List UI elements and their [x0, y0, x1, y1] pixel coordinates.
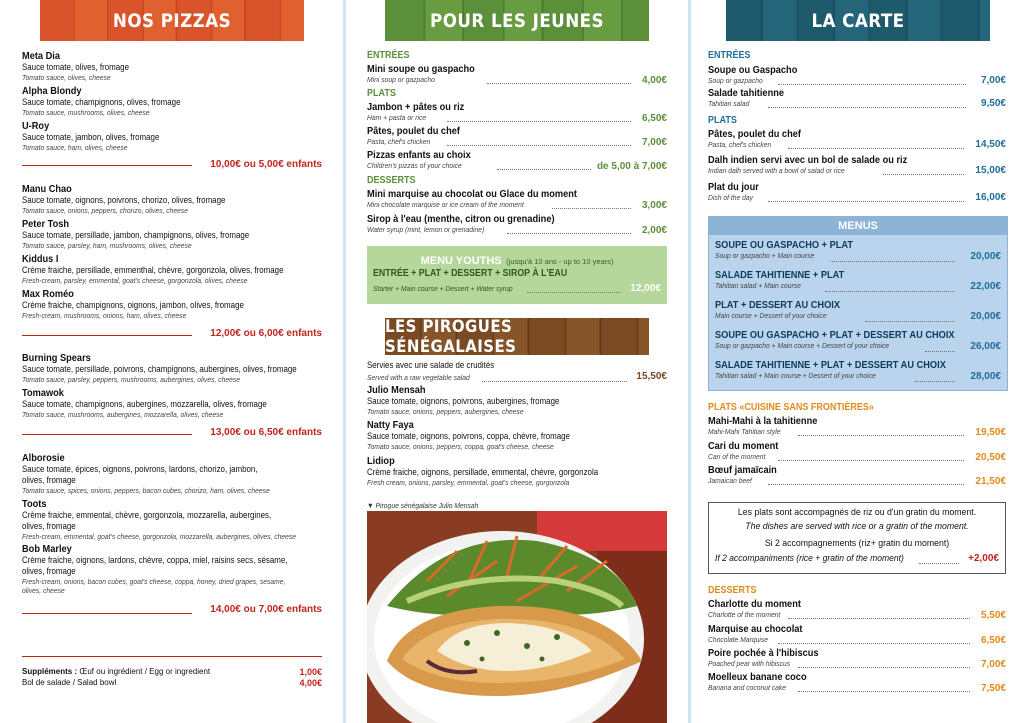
- pizza-item: [22, 253, 322, 285]
- formula-name: SOUPE OU GASPACHO + PLAT + DESSERT AU CHOIX: [715, 329, 955, 341]
- pirogue-intro-en: Served with a raw vegetable salad: [367, 373, 470, 382]
- item-name-en: Pasta, chef's chicken: [367, 137, 431, 146]
- desserts-list: [708, 585, 1006, 700]
- group-price: 10,00€ ou 5,00€ enfants: [210, 159, 322, 170]
- pizza-ingredients-en: Tomato sauce, mushrooms, aubergines, mozzarella, olives, cheese: [22, 410, 224, 419]
- price-rule: [22, 335, 192, 336]
- formula-name: SOUPE OU GASPACHO + PLAT: [715, 239, 854, 251]
- item-price: 19,50€: [975, 427, 1006, 438]
- item-name: Mini soupe ou gaspacho: [367, 63, 475, 75]
- pizza-ingredients-en: Tomato sauce, olives, cheese: [22, 73, 111, 82]
- item-name: Poire pochée à l'hibiscus: [708, 647, 819, 659]
- pizza-ingredients-en: Fresh-cream, emmental, goat's cheese, gorgonzola, mozzarella, aubergines, olives, cheese: [22, 532, 297, 541]
- info-en: The dishes are served with rice or a gratin of the moment.: [745, 521, 969, 532]
- menu-item: [367, 213, 667, 234]
- pizza-ingredients-en: Fresh-cream, parsley, emmental, goat's cheese, gorgonzola, olives, cheese: [22, 276, 248, 285]
- supplement-line: [22, 666, 322, 677]
- item-name-en: Tahitian salad: [708, 99, 750, 108]
- pirogue-item: [367, 455, 667, 487]
- pirogue-item: [367, 419, 667, 451]
- formula-name: PLAT + DESSERT AU CHOIX: [715, 299, 841, 311]
- leader-dots: [768, 201, 964, 202]
- sans-frontieres-list: [708, 402, 1006, 492]
- pizza-name: Max Roméo: [22, 288, 74, 300]
- menu-item: [367, 101, 667, 122]
- leader-dots: [883, 174, 964, 175]
- item-name: Pâtes, poulet du chef: [367, 125, 460, 137]
- pizzas-column: [0, 0, 345, 723]
- info-extra-en: If 2 accompaniments (rice + gratin of the moment): [715, 553, 904, 564]
- item-price: 9,50€: [980, 98, 1006, 109]
- youth-list: [367, 50, 667, 240]
- menu-item: [708, 64, 1006, 85]
- youth-column: [345, 0, 690, 723]
- price-rule: [22, 165, 192, 166]
- leader-dots: [507, 233, 631, 234]
- pizza-name: Meta Dia: [22, 50, 61, 62]
- pirogue-name: Natty Faya: [367, 419, 414, 431]
- pizza-ingredients-en: Tomato sauce, ham, olives, cheese: [22, 143, 128, 152]
- formula-item: [715, 299, 1001, 320]
- leader-dots: [768, 107, 966, 108]
- leader-dots: [919, 563, 959, 564]
- pizza-name: Toots: [22, 498, 47, 510]
- pirogue-ingredients: Sauce tomate, oignons, poivrons, aubergines, fromage: [367, 396, 560, 406]
- item-name-en: Banana and coconut cake: [708, 683, 787, 692]
- item-name-en: Jamaican beef: [708, 476, 752, 485]
- supplement-salad: Bol de salade / Salad bowl: [22, 678, 117, 687]
- item-price: 2,00€: [641, 225, 667, 236]
- pizza-ingredients: Crème fraiche, oignons, lardons, chèvre, coppa, miel, raisins secs, sésame,: [22, 555, 288, 565]
- menu-item: [708, 623, 1006, 644]
- pizza-ingredients: Crème fraiche, persillade, emmenthal, chèvre, gorgonzola, olives, fromage: [22, 265, 284, 275]
- formula-price: 20,00€: [970, 311, 1001, 322]
- accompaniment-info: [708, 502, 1006, 574]
- item-price: 21,50€: [975, 476, 1006, 487]
- formula-name-en: Main course + Dessert of your choice: [715, 311, 827, 320]
- item-price: 7,50€: [980, 683, 1006, 694]
- item-name: Plat du jour: [708, 181, 759, 193]
- section-label: PLATS: [708, 115, 737, 126]
- pizza-name: Peter Tosh: [22, 218, 70, 230]
- formula-price: 22,00€: [970, 281, 1001, 292]
- pizza-item: [22, 120, 322, 152]
- pizza-name: Burning Spears: [22, 352, 91, 364]
- menu-item: [708, 647, 1006, 668]
- pizza-ingredients-en: Tomato sauce, mushrooms, olives, cheese: [22, 108, 150, 117]
- pizza-ingredients-en: Tomato sauce, parsley, ham, mushrooms, olives, cheese: [22, 241, 192, 250]
- item-name: Jambon + pâtes ou riz: [367, 101, 465, 113]
- menus-box: [708, 216, 1008, 391]
- item-name-en: Children's pizzas of your choice: [367, 161, 462, 170]
- leader-dots: [865, 321, 955, 322]
- item-price: 16,00€: [975, 192, 1006, 203]
- pizza-ingredients: Sauce tomate, oignons, poivrons, chorizo, olives, fromage: [22, 195, 226, 205]
- item-name-en: Chocolate Marquise: [708, 635, 769, 644]
- pirogue-photo: [367, 511, 667, 723]
- pizza-ingredients: Crème fraiche, emmental, chèvre, gorgonzola, mozzarella, aubergines,: [22, 510, 272, 520]
- item-name: Charlotte du moment: [708, 598, 801, 610]
- item-name-en: Indian dalh served with a bowl of salad or rice: [708, 166, 845, 175]
- item-name-en: Mahi-Mahi Tahitian style: [708, 427, 781, 436]
- youth-menu-line: ENTRÉE + PLAT + DESSERT + SIROP À L'EAU: [373, 268, 568, 279]
- leader-dots: [527, 292, 621, 293]
- item-price: 7,00€: [641, 137, 667, 148]
- leader-dots: [482, 381, 627, 382]
- pizza-ingredients-en: Tomato sauce, spices, onions, peppers, bacon cubes, chorizo, ham, olives, cheese: [22, 486, 270, 495]
- carte-column: [690, 0, 1024, 723]
- group-price: 13,00€ ou 6,50€ enfants: [210, 427, 322, 438]
- supplement-price: 4,00€: [299, 678, 322, 688]
- section-label: ENTRÉES: [367, 50, 410, 61]
- pizza-ingredients: Sauce tomate, olives, fromage: [22, 62, 129, 72]
- youth-banner: [385, 0, 649, 41]
- price-rule: [22, 613, 192, 614]
- pizza-item: [22, 543, 322, 595]
- menu-item: [367, 63, 667, 84]
- item-name: Mahi-Mahi à la tahitienne: [708, 415, 818, 427]
- price-rule: [22, 434, 192, 435]
- info-fr: Les plats sont accompagnés de riz ou d'un gratin du moment.: [737, 507, 977, 518]
- menu-item: [708, 671, 1006, 692]
- item-name: Sirop à l'eau (menthe, citron ou grenadine): [367, 213, 555, 225]
- pizza-list: [22, 50, 322, 615]
- menu-item: [708, 464, 1006, 485]
- item-name-en: Soup or gazpacho: [708, 76, 763, 85]
- pirogue-intro: Servies avec une salade de crudités: [367, 360, 495, 370]
- pirogue-name: Lidiop: [367, 455, 395, 467]
- leader-dots: [778, 460, 964, 461]
- formula-name-en: Tahitian salad + Main course + Dessert of your choice: [715, 371, 876, 380]
- formula-name-en: Soup or gazpacho + Main course: [715, 251, 815, 260]
- formula-name: SALADE TAHITIENNE + PLAT + DESSERT AU CHOIX: [715, 359, 946, 371]
- leader-dots: [825, 291, 955, 292]
- pizza-ingredients-en: Fresh-cream, mushrooms, onions, ham, olives, cheese: [22, 311, 187, 320]
- menu-item: [708, 598, 1006, 619]
- pizza-ingredients: Sauce tomate, épices, oignons, poivrons, lardons, chorizo, jambon,: [22, 464, 258, 474]
- pizza-ingredients: Sauce tomate, jambon, olives, fromage: [22, 132, 160, 142]
- pirogues-banner: [385, 318, 649, 355]
- menus-title: MENUS: [709, 217, 1007, 235]
- leader-dots: [768, 484, 964, 485]
- item-name-en: Charlotte of the moment: [708, 610, 781, 619]
- youth-menu-age: (jusqu'à 10 ans - up to 10 years): [506, 257, 614, 266]
- pirogue-photo-image: [367, 511, 667, 723]
- item-price: 5,50€: [980, 610, 1006, 621]
- youth-menu-box: [367, 246, 667, 304]
- carte-title: LA CARTE: [811, 9, 905, 32]
- item-name: Pâtes, poulet du chef: [708, 128, 801, 140]
- pizza-ingredients-en: Tomato sauce, onions, peppers, chorizo, olives, cheese: [22, 206, 188, 215]
- item-price: 14,50€: [975, 139, 1006, 150]
- leader-dots: [788, 148, 964, 149]
- pizza-name: U-Roy: [22, 120, 50, 132]
- leader-dots: [497, 169, 591, 170]
- formula-item: [715, 329, 1001, 350]
- formula-price: 26,00€: [970, 341, 1001, 352]
- info-price: +2,00€: [968, 553, 999, 564]
- leader-dots: [447, 145, 631, 146]
- pizza-name: Manu Chao: [22, 183, 72, 195]
- section-label: DESSERTS: [367, 175, 416, 186]
- leader-dots: [830, 261, 955, 262]
- pirogue-ingredients: Crème fraiche, oignons, persillade, emmental, chèvre, gorgonzola: [367, 467, 599, 477]
- pizza-ingredients: olives, fromage: [22, 475, 76, 485]
- pizza-ingredients: olives, fromage: [22, 566, 76, 576]
- pizza-item: [22, 183, 322, 215]
- photo-caption: ▼ Pirogue sénégalaise Julio Mensah: [367, 501, 479, 510]
- supplements: [22, 666, 322, 688]
- pirogue-item: [367, 384, 667, 416]
- pizza-name: Tomawok: [22, 387, 64, 399]
- item-name-en: Water syrup (mint, lemon or grenadine): [367, 225, 485, 234]
- item-name-en: Pasta, chef's chicken: [708, 140, 772, 149]
- pizza-item: [22, 85, 322, 117]
- menu-item: [708, 154, 1006, 175]
- pizza-name: Alborosie: [22, 452, 65, 464]
- pizza-item: [22, 288, 322, 320]
- youth-menu-header: [367, 251, 667, 269]
- item-name-en: Ham + pasta or rice: [367, 113, 427, 122]
- menu-item: [367, 125, 667, 146]
- pizza-item: [22, 498, 322, 541]
- item-price: 7,00€: [980, 659, 1006, 670]
- formula-item: [715, 269, 1001, 290]
- item-name: Pizzas enfants au choix: [367, 149, 471, 161]
- menu-item: [708, 128, 1006, 149]
- pizza-ingredients: Sauce tomate, champignons, aubergines, mozzarella, olives, fromage: [22, 399, 267, 409]
- pizza-ingredients-en: olives, cheese: [22, 586, 65, 595]
- leader-dots: [487, 83, 631, 84]
- item-name: Bœuf jamaïcain: [708, 464, 777, 476]
- formula-item: [715, 239, 1001, 260]
- pirogue-ingredients-en: Tomato sauce, onions, peppers, coppa, goat's cheese, cheese: [367, 442, 554, 451]
- item-name: Cari du moment: [708, 440, 779, 452]
- pirogue-ingredients-en: Tomato sauce, onions, peppers, aubergines, cheese: [367, 407, 524, 416]
- item-name: Salade tahitienne: [708, 87, 784, 99]
- youth-menu-price: 12,00€: [630, 283, 661, 294]
- pizza-item: [22, 50, 322, 82]
- youth-menu-line-en: Starter + Main course + Dessert + Water syrup: [373, 284, 513, 293]
- section-label: ENTRÉES: [708, 50, 751, 61]
- menu-item: [708, 440, 1006, 461]
- item-name-en: Poached pear with hibiscus: [708, 659, 791, 668]
- formula-name-en: Tahitian salad + Main course: [715, 281, 801, 290]
- pizza-item: [22, 352, 322, 384]
- item-price: 6,50€: [641, 113, 667, 124]
- pirogue-ingredients: Sauce tomate, oignons, poivrons, coppa, chèvre, fromage: [367, 431, 570, 441]
- formula-name: SALADE TAHITIENNE + PLAT: [715, 269, 845, 281]
- menu-item: [367, 149, 667, 170]
- menu-item: [708, 87, 1006, 108]
- supplement-price: 1,00€: [299, 667, 322, 677]
- item-name-en: Mini soup or gazpacho: [367, 75, 435, 84]
- item-name: Soupe ou Gaspacho: [708, 64, 798, 76]
- menu-item: [708, 415, 1006, 436]
- pizza-item: [22, 452, 322, 495]
- menu-item: [367, 188, 667, 209]
- pizza-ingredients: Sauce tomate, persillade, jambon, champignons, olives, fromage: [22, 230, 250, 240]
- pizza-name: Alpha Blondy: [22, 85, 82, 97]
- item-price: 7,00€: [980, 75, 1006, 86]
- pizzas-title: NOS PIZZAS: [112, 9, 232, 32]
- formula-item: [715, 359, 1001, 380]
- info-extra-fr: Si 2 accompagnements (riz+ gratin du moment): [764, 538, 950, 549]
- item-name-en: Cari of the moment: [708, 452, 766, 461]
- supplements-label: Suppléments :: [22, 667, 78, 676]
- pirogue-price: 15,50€: [636, 371, 667, 382]
- formula-name-en: Soup or gazpacho + Main course + Dessert of your choice: [715, 341, 890, 350]
- pizza-ingredients-en: Fresh-cream, onions, bacon cubes, goat's cheese, coppa, honey, dried grapes, sesame,: [22, 577, 286, 586]
- formula-price: 28,00€: [970, 371, 1001, 382]
- carte-list: [708, 50, 1006, 210]
- item-price: de 5,00 à 7,00€: [596, 161, 667, 172]
- pizzas-banner: [40, 0, 304, 41]
- youth-title: POUR LES JEUNES: [430, 9, 604, 32]
- supplement-egg: Œuf ou ingrédient / Egg or ingredient: [79, 667, 211, 676]
- item-name: Mini marquise au chocolat ou Glace du moment: [367, 188, 577, 200]
- item-name: Marquise au chocolat: [708, 623, 803, 635]
- item-name: Moelleux banane coco: [708, 671, 807, 683]
- leader-dots: [925, 351, 955, 352]
- pizza-ingredients: Sauce tomate, champignons, olives, fromage: [22, 97, 181, 107]
- leader-dots: [798, 435, 964, 436]
- supplements-rule: [22, 656, 322, 657]
- item-name-en: Dish of the day: [708, 193, 754, 202]
- pirogue-list: [367, 360, 667, 495]
- leader-dots: [788, 618, 970, 619]
- pizza-ingredients: Crème fraiche, champignons, oignons, jambon, olives, fromage: [22, 300, 244, 310]
- youth-menu-title: MENU YOUTHS: [420, 255, 502, 267]
- section-label: DESSERTS: [708, 585, 757, 596]
- pirogues-title: LES PIROGUES SÉNÉGALAISES: [385, 316, 517, 357]
- menu-item: [708, 181, 1006, 202]
- pizza-item: [22, 218, 322, 250]
- section-label: PLATS: [367, 88, 396, 99]
- formula-price: 20,00€: [970, 251, 1001, 262]
- pizza-item: [22, 387, 322, 419]
- leader-dots: [778, 84, 966, 85]
- item-price: 20,50€: [975, 452, 1006, 463]
- pizza-ingredients: Sauce tomate, persillade, poivrons, champignons, aubergines, olives, fromage: [22, 364, 297, 374]
- item-price: 3,00€: [641, 200, 667, 211]
- pizza-name: Kiddus I: [22, 253, 59, 265]
- leader-dots: [778, 643, 970, 644]
- pirogue-name: Julio Mensah: [367, 384, 426, 396]
- pizza-name: Bob Marley: [22, 543, 72, 555]
- item-price: 4,00€: [641, 75, 667, 86]
- group-price: 14,00€ ou 7,00€ enfants: [210, 604, 322, 615]
- leader-dots: [915, 381, 955, 382]
- item-name: Dalh indien servi avec un bol de salade ou riz: [708, 154, 908, 166]
- pizza-ingredients: olives, fromage: [22, 521, 76, 531]
- leader-dots: [552, 208, 631, 209]
- pizza-ingredients-en: Tomato sauce, parsley, peppers, mushrooms, aubergines, olives, cheese: [22, 375, 240, 384]
- item-price: 15,00€: [975, 165, 1006, 176]
- item-price: 6,50€: [980, 635, 1006, 646]
- carte-banner: [726, 0, 990, 41]
- leader-dots: [447, 121, 631, 122]
- pirogue-ingredients-en: Fresh cream, onions, parsley, emmental, goat's cheese, gorgonzola: [367, 478, 570, 487]
- leader-dots: [798, 691, 970, 692]
- group-price: 12,00€ ou 6,00€ enfants: [210, 328, 322, 339]
- leader-dots: [798, 667, 970, 668]
- section-label: PLATS «CUISINE SANS FRONTIÈRES»: [708, 402, 874, 413]
- item-name-en: Mini chocolate marquise or ice cream of the moment: [367, 200, 524, 209]
